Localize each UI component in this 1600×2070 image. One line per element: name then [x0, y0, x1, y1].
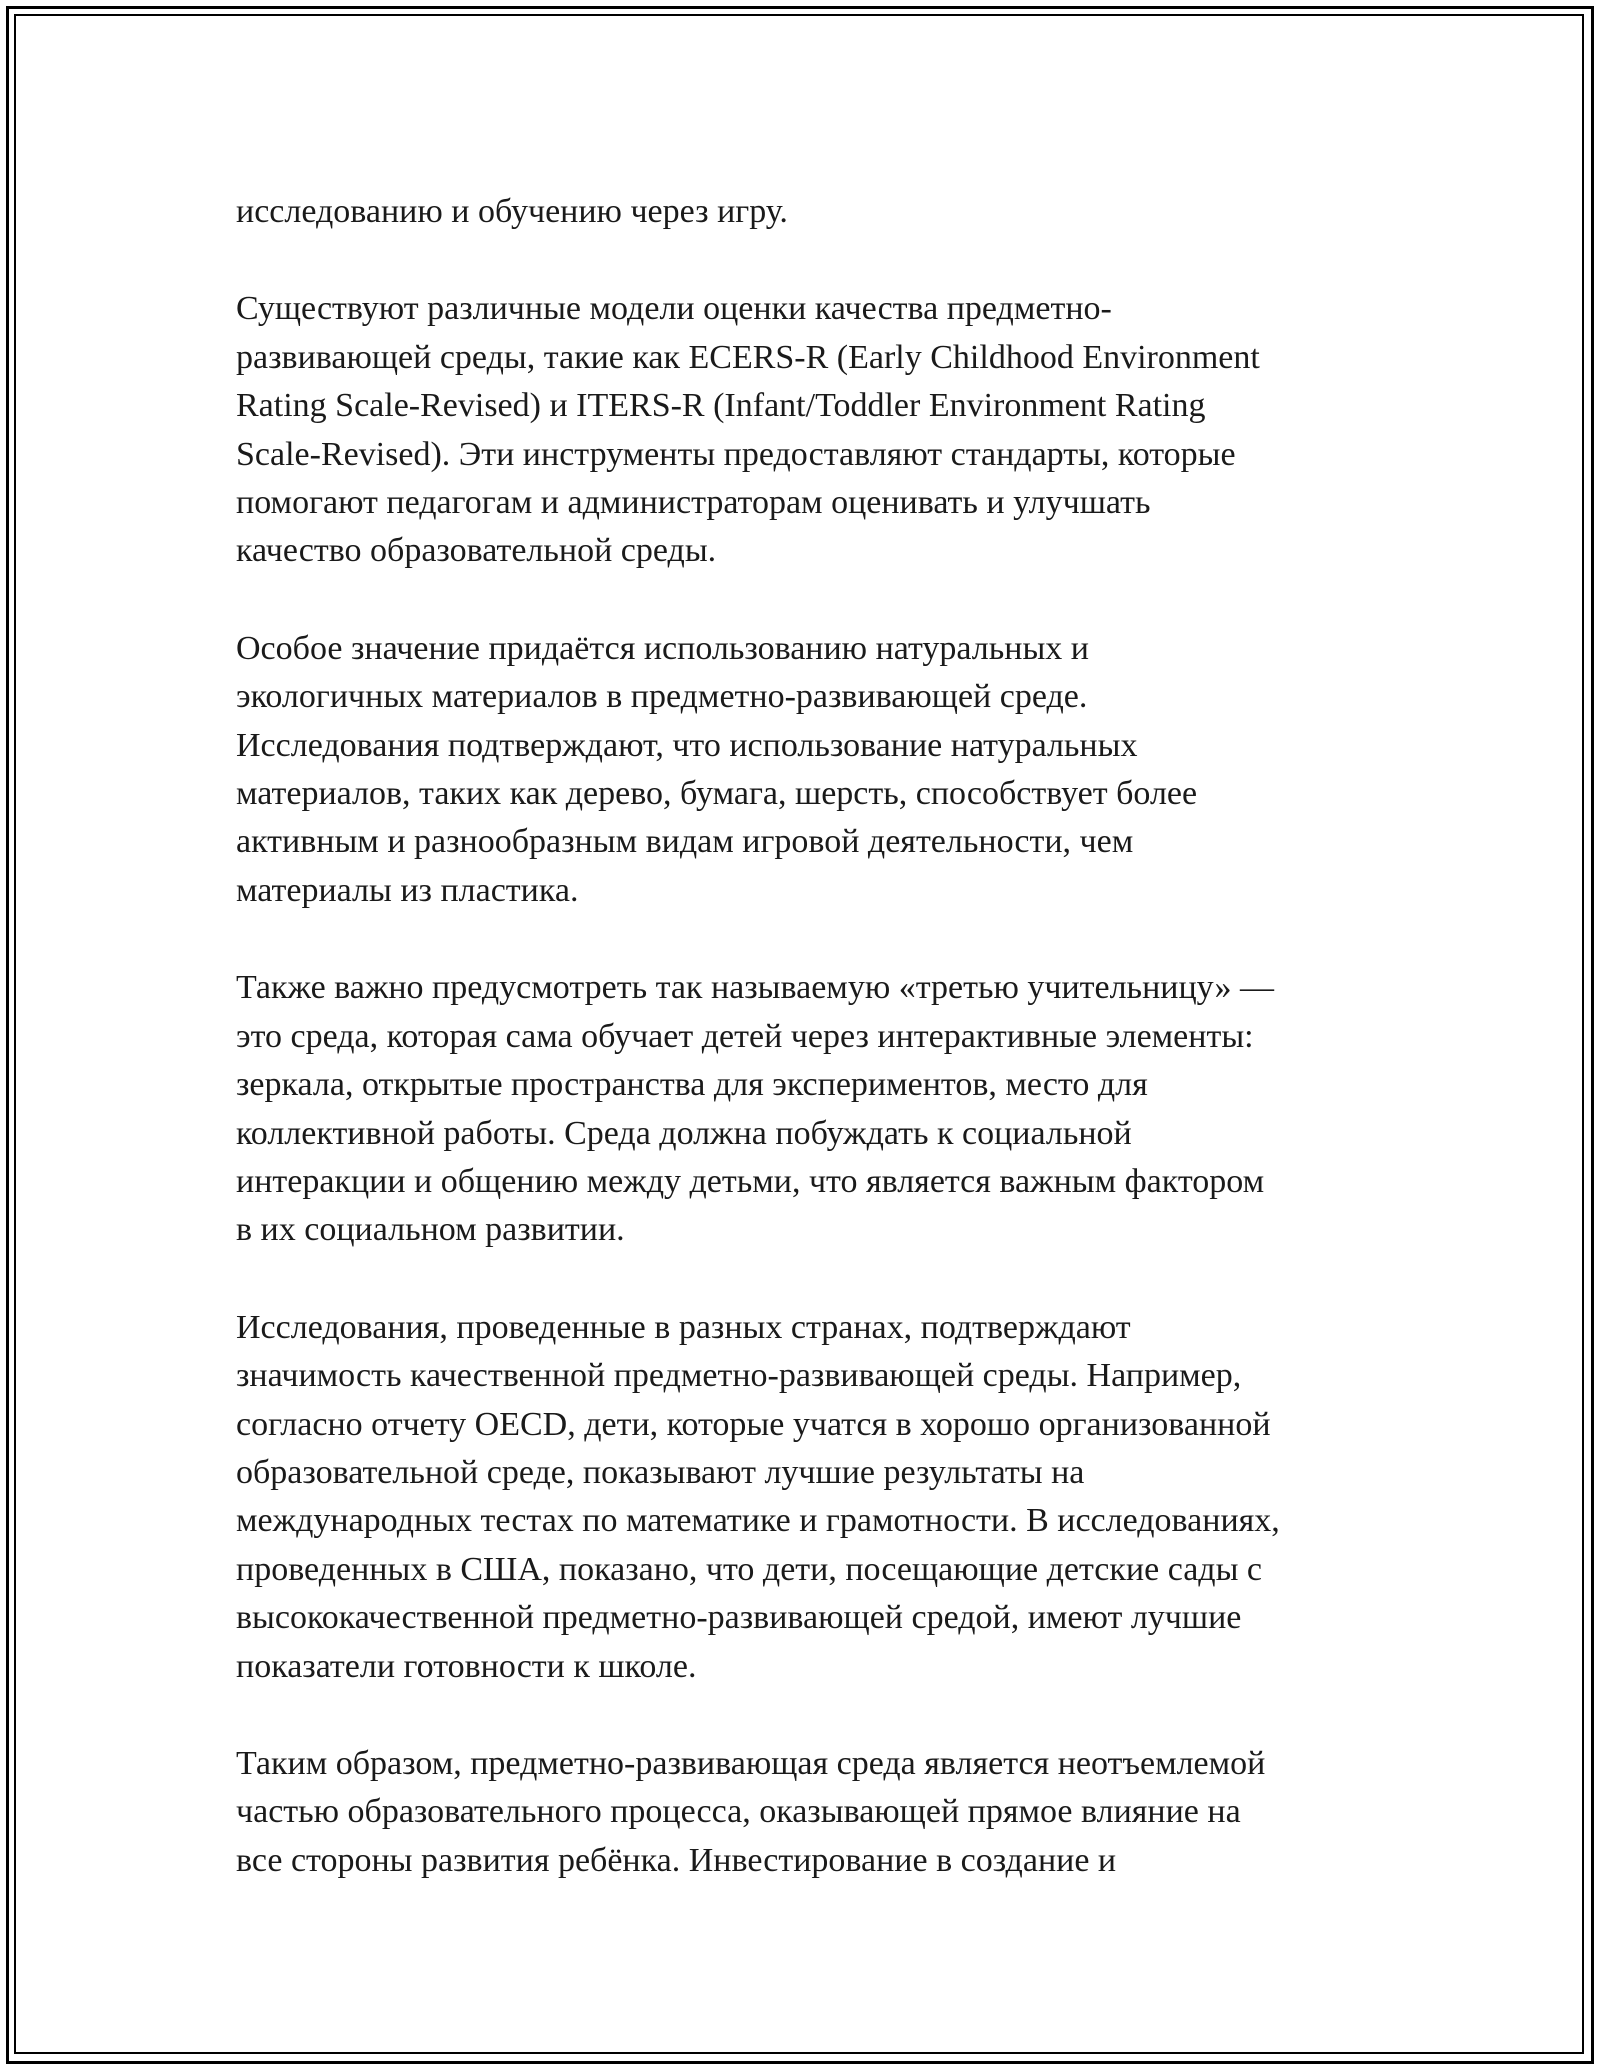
- document-body: [236, 188, 1366, 1885]
- paragraph-6: Таким образом, предметно-развивающая среда является неотъемлемой частью образовательного процесса, оказывающей прямое влияние на все стороны развития ребёнка. Инвестирование в создание и: [236, 1744, 1266, 1879]
- paragraph-2: Существуют различные модели оценки качества предметно- развивающей среды, такие как ECERS-R (Early Childhood Environment Rating Scale-Revised) и ITERS-R (Infant/Toddler Environment Rating Scale-Revised). Эти инструменты предоставляют стандарты, которые помогают педагогам и администраторам оценивать и улучшать качество образовательной среды.: [236, 290, 1260, 570]
- paragraph-3: Особое значение придаётся использованию натуральных и экологичных материалов в предметно-развивающей среде. Исследования подтверждают, что использование натуральных материалов, таких как дерево, бумага, шерсть, способствует более активным и разнообразным видам игровой деятельности, чем материалы из пластика.: [236, 629, 1198, 909]
- paragraph-4: Также важно предусмотреть так называемую «третью учительницу» — это среда, которая сама обучает детей через интерактивные элементы: зеркала, открытые пространства для экспериментов, место для коллективной работы. Среда должна побуждать к социальной интеракции и общению между детьми, что является важным фактором в их социальном развитии.: [236, 969, 1274, 1249]
- paragraph-5: Исследования, проведенные в разных странах, подтверждают значимость качественной предметно-развивающей среды. Например, согласно отчету OECD, дети, которые учатся в хорошо организованной образовательной среде, показывают лучшие результаты на международных тестах по математике и грамотности. В исследованиях, проведенных в США, показано, что дети, посещающие детские сады с высококачественной предметно-развивающей средой, имеют лучшие показатели готовности к школе.: [236, 1308, 1280, 1685]
- paragraph-1: исследованию и обучению через игру.: [236, 193, 788, 230]
